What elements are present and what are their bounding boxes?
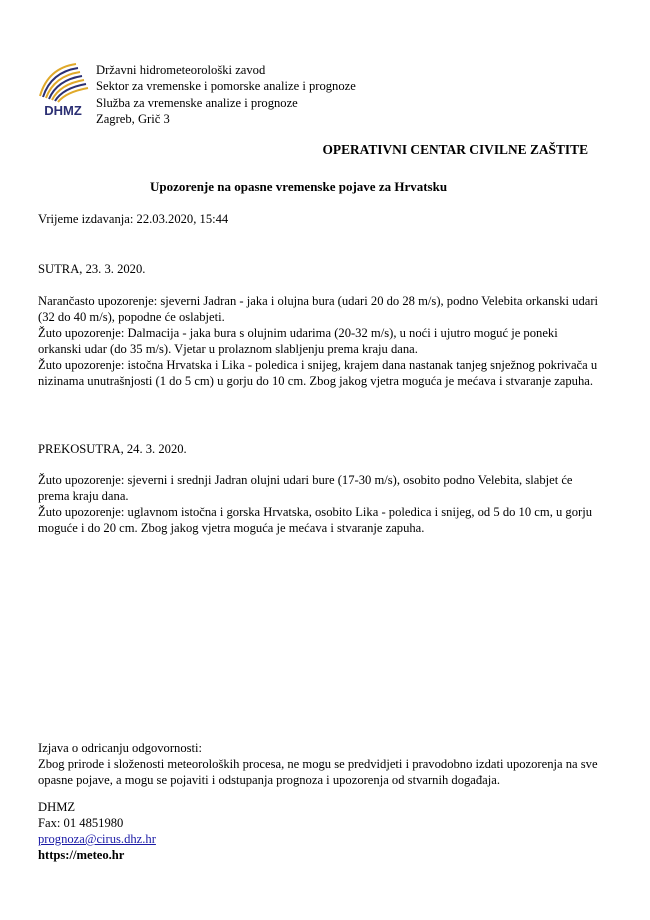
day-heading-tomorrow: SUTRA, 23. 3. 2020.: [38, 262, 146, 276]
dhmz-logo: [34, 58, 92, 118]
org-name: Državni hidrometeorološki zavod: [96, 63, 266, 77]
footer-org: DHMZ: [38, 800, 76, 814]
org-sector: Sektor za vremenske i pomorske analize i prognoze: [96, 79, 356, 94]
footer-fax: Fax: 01 4851980: [38, 816, 124, 830]
warnings-tomorrow: [38, 293, 604, 389]
email-link[interactable]: prognoza@cirus.dhz.hr: [38, 832, 156, 846]
website-text: https://meteo.hr: [38, 848, 125, 862]
disclaimer-text: Zbog prirode i složenosti meteoroloških procesa, ne mogu se predvidjeti i pravodobno izdati upozorenja na sve opasne pojave, a mogu se pojaviti i odstupanja prognoza i upozorenja od stvarnih događaja.: [38, 757, 598, 787]
warnings-day-after: [38, 472, 604, 536]
warning-item: Narančasto upozorenje: sjeverni Jadran - jaka i olujna bura (udari 20 do 28 m/s), podno Velebita orkanski udari (32 do 40 m/s), popodne će oslabjeti.: [38, 294, 599, 324]
contact-footer: [38, 799, 156, 863]
warning-item: Žuto upozorenje: sjeverni i srednji Jadran olujni udari bure (17-30 m/s), osobito podno Velebita, slabjet će prema kraju dana.: [38, 473, 573, 503]
logo-swoosh: [40, 64, 88, 102]
logo-text: DHMZ: [44, 103, 82, 118]
day-heading-day-after: PREKOSUTRA, 24. 3. 2020.: [38, 442, 187, 456]
org-address: Zagreb, Grič 3: [96, 111, 170, 126]
warning-item: Žuto upozorenje: Dalmacija - jaka bura s olujnim udarima (20-32 m/s), u noći i ujutro moguć je poneki orkanski udar (do 35 m/s). Vjetar u prolaznom slabljenju prema kraju dana.: [38, 326, 558, 356]
disclaimer: [38, 740, 604, 788]
warning-item: Žuto upozorenje: uglavnom istočna i gorska Hrvatska, osobito Lika - poledica i snijeg, od 5 do 10 cm, u gorju moguće i do 20 cm. Zbog jakog vjetra moguća je mećava i stvaranje zapuha.: [38, 505, 593, 535]
issue-time: Vrijeme izdavanja: 22.03.2020, 15:44: [38, 212, 229, 226]
disclaimer-heading: Izjava o odricanju odgovornosti:: [38, 741, 203, 755]
recipient: OPERATIVNI CENTAR CIVILNE ZAŠTITE: [322, 142, 588, 157]
organization-header: [96, 62, 356, 127]
warning-item: Žuto upozorenje: istočna Hrvatska i Lika - poledica i snijeg, krajem dana nastanak tanjeg snježnog pokrivača u nizinama unutrašnjosti (1 do 5 cm) u gorju do 10 cm. Zbog jakog vjetra moguća je mećava i stvaranje zapuha.: [38, 358, 598, 388]
document-title: Upozorenje na opasne vremenske pojave za Hrvatsku: [150, 179, 448, 194]
org-service: Služba za vremenske analize i prognoze: [96, 95, 298, 110]
